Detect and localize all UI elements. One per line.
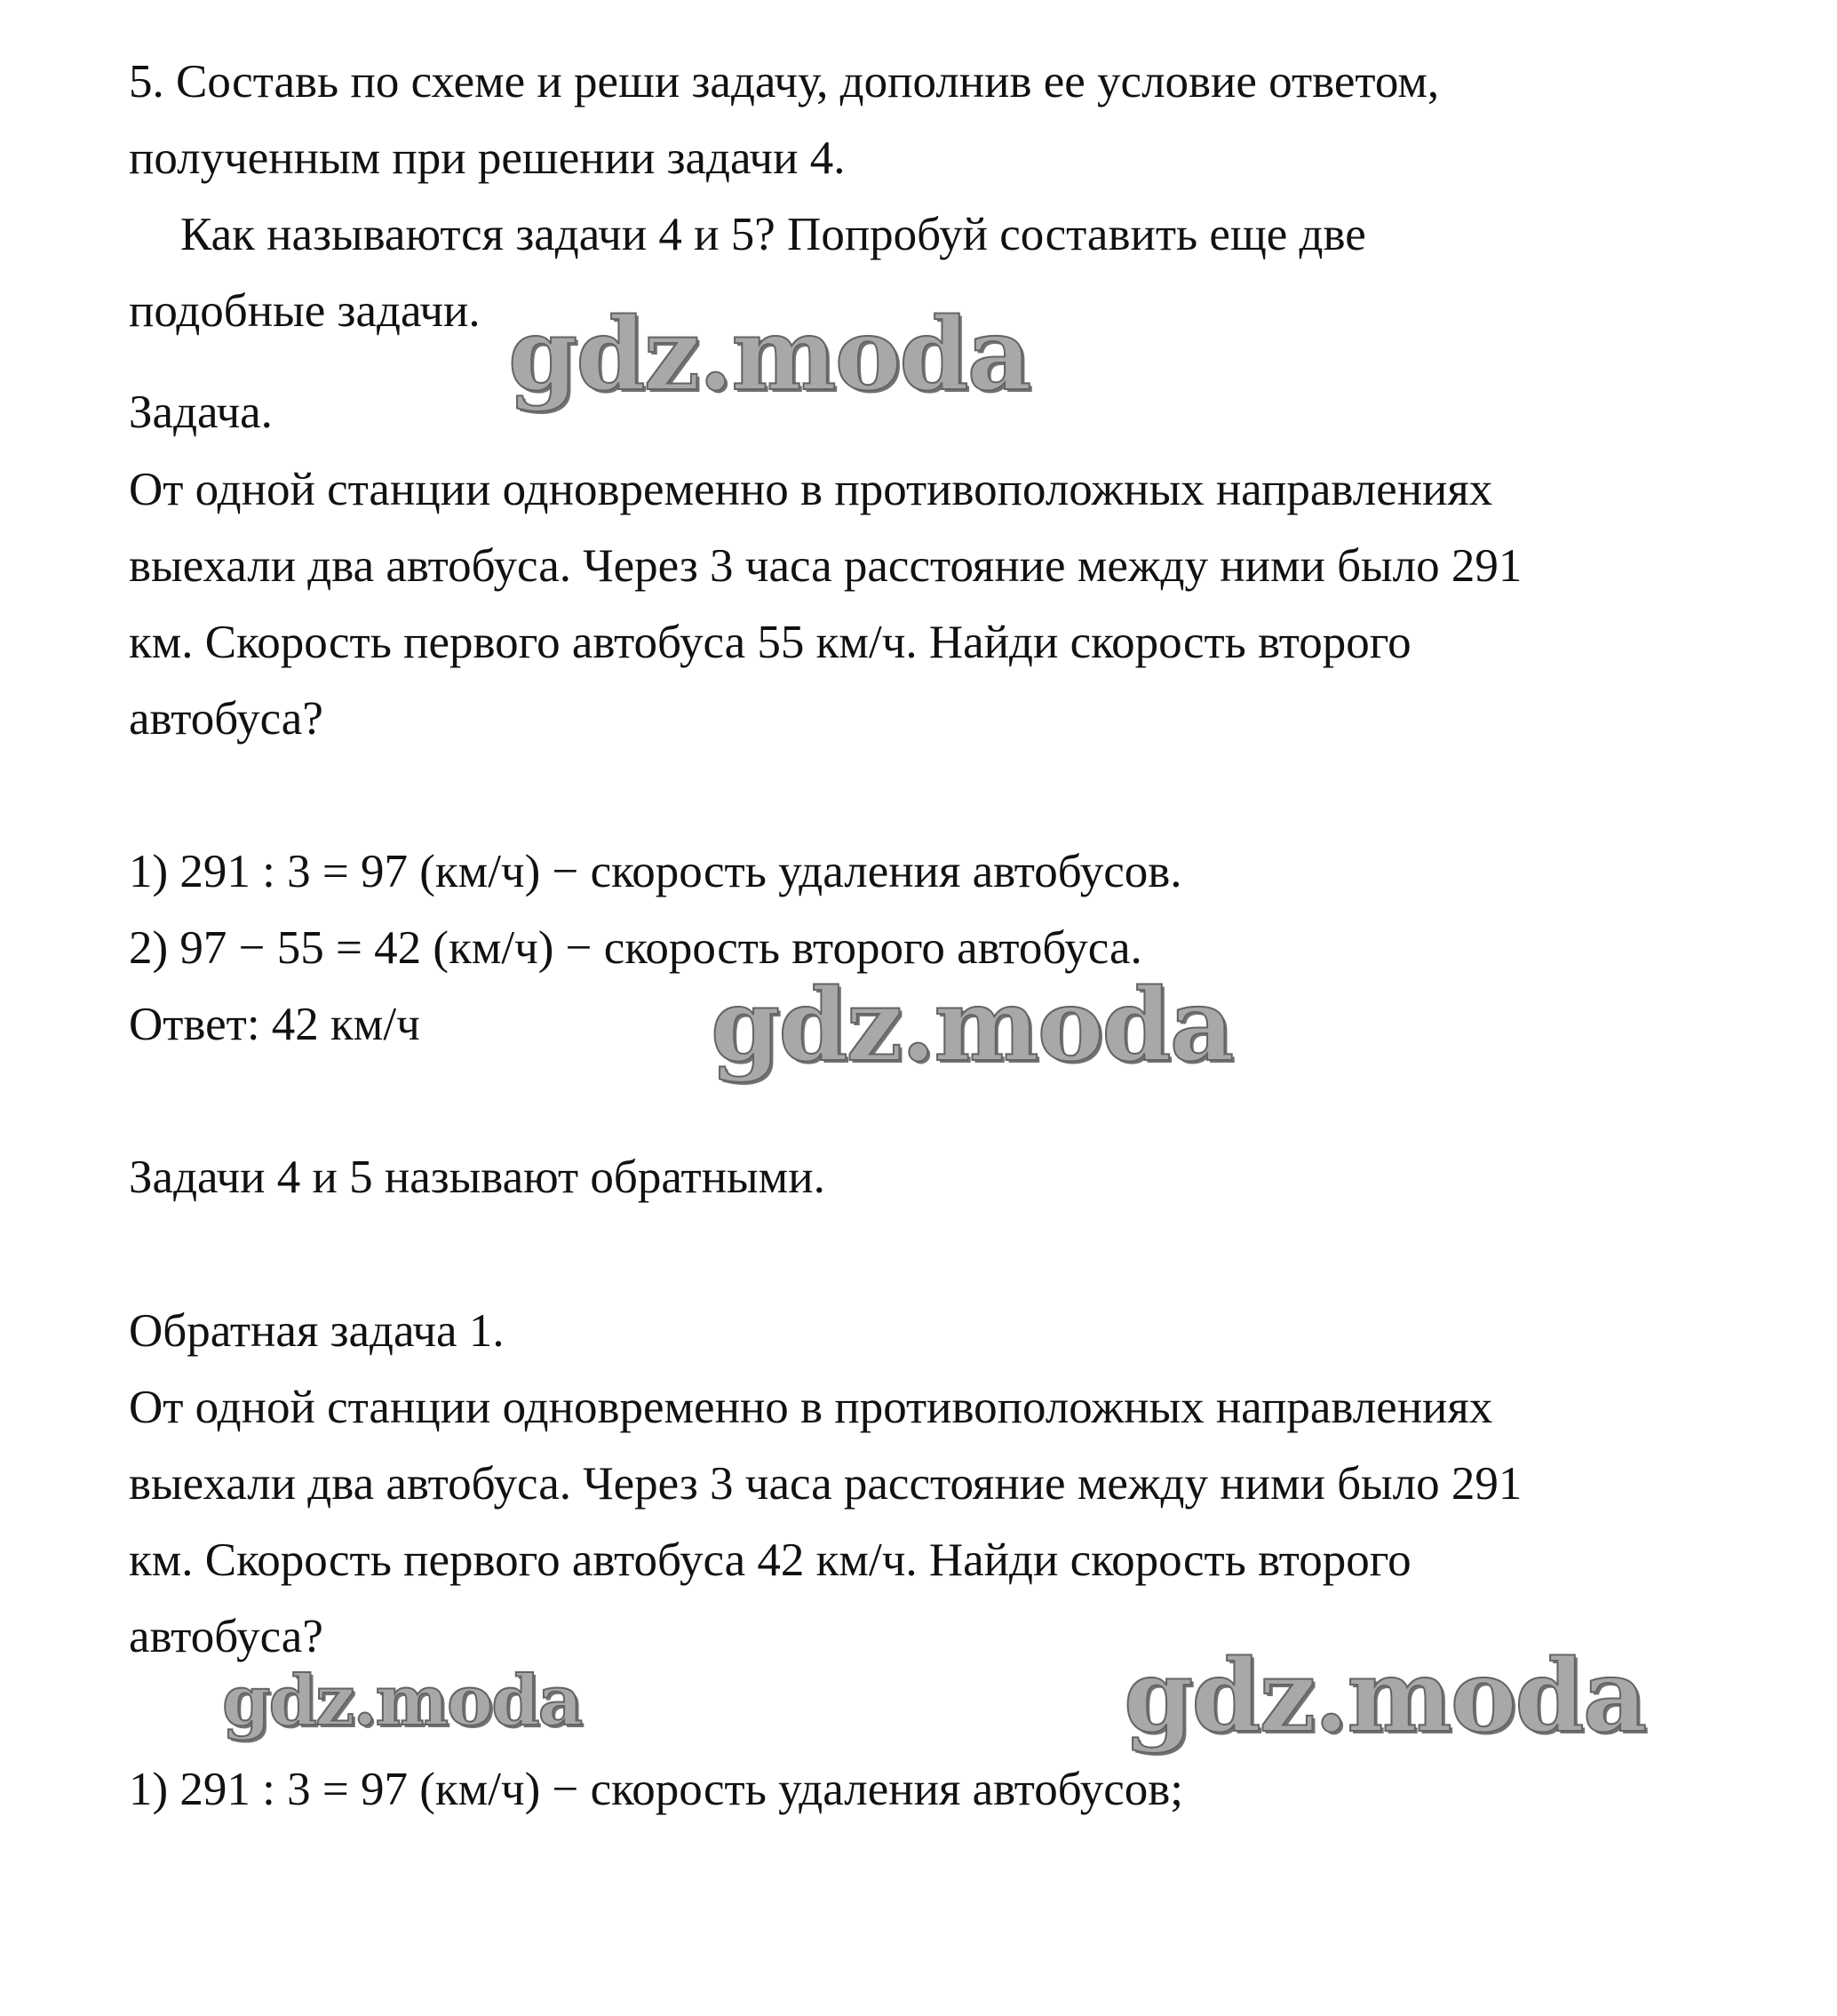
solution-answer: Ответ: 42 км/ч xyxy=(129,999,420,1050)
solution-step-1: 1) 291 : 3 = 97 (км/ч) − скорость удаления автобусов. xyxy=(129,846,1182,897)
task-header-line-2: полученным при решении задачи 4. xyxy=(129,132,846,184)
watermark-logo: gdz.moda xyxy=(222,1661,582,1741)
watermark-logo: gdz.moda xyxy=(711,968,1233,1084)
inverse-problem-line-3: км. Скорость первого автобуса 42 км/ч. Найди скорость второго xyxy=(129,1534,1412,1586)
problem-line-1: От одной станции одновременно в противоположных направлениях xyxy=(129,464,1493,515)
problem-line-2: выехали два автобуса. Через 3 часа расстояние между ними было 291 xyxy=(129,540,1523,592)
problem-heading: Задача. xyxy=(129,386,273,438)
task-header-line-3: Как называются задачи 4 и 5? Попробуй составить еще две xyxy=(180,209,1366,260)
watermark-logo: gdz.moda xyxy=(1124,1638,1646,1755)
inverse-problem-heading: Обратная задача 1. xyxy=(129,1305,505,1357)
watermark-logo: gdz.moda xyxy=(508,297,1030,413)
inverse-problem-line-1: От одной станции одновременно в противоположных направлениях xyxy=(129,1382,1493,1433)
problem-line-4: автобуса? xyxy=(129,693,323,745)
conclusion-text: Задачи 4 и 5 называют обратными. xyxy=(129,1151,825,1203)
inverse-problem-line-2: выехали два автобуса. Через 3 часа расстояние между ними было 291 xyxy=(129,1458,1523,1510)
task-header-line-4: подобные задачи. xyxy=(129,285,481,337)
task-header-line-1: 5. Составь по схеме и реши задачу, дополнив ее условие ответом, xyxy=(129,56,1440,108)
problem-line-3: км. Скорость первого автобуса 55 км/ч. Найди скорость второго xyxy=(129,617,1412,668)
inverse-problem-line-4: автобуса? xyxy=(129,1611,323,1662)
solution-step-2: 2) 97 − 55 = 42 (км/ч) − скорость второго автобуса. xyxy=(129,922,1142,974)
inverse-solution-step-1: 1) 291 : 3 = 97 (км/ч) − скорость удаления автобусов; xyxy=(129,1764,1183,1815)
